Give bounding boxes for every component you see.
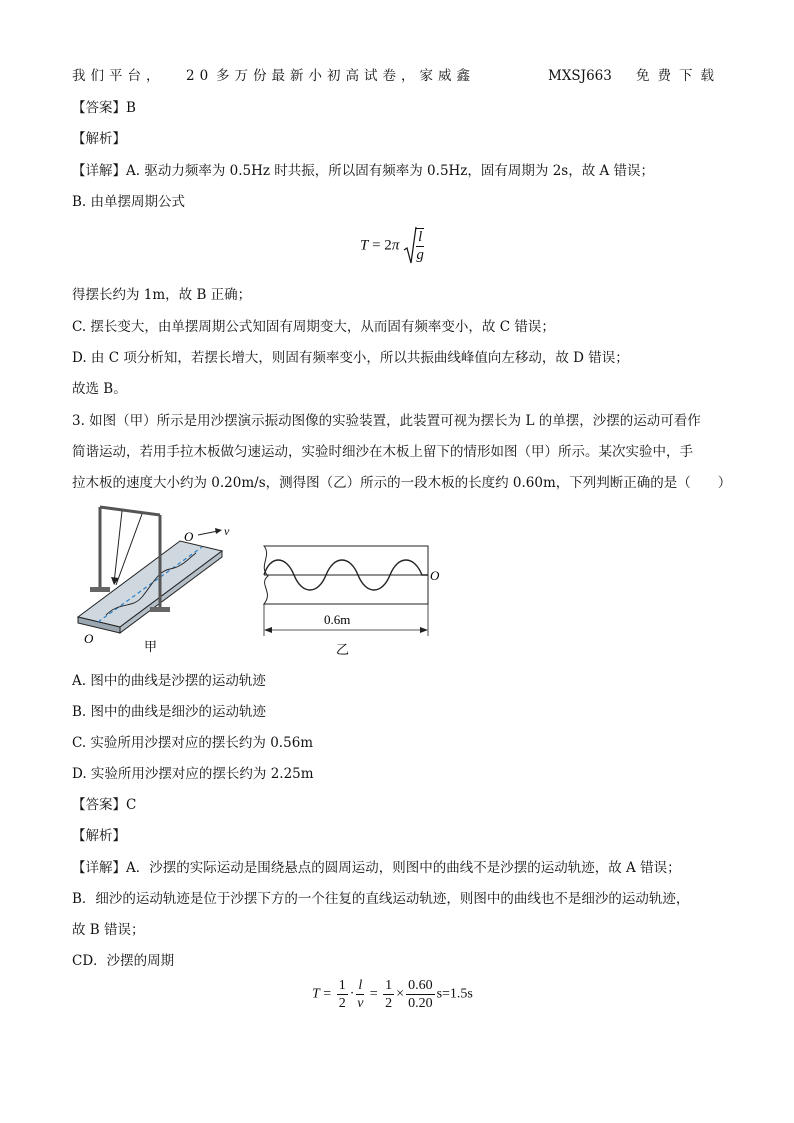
f2-den: v <box>357 996 364 1011</box>
yi-length-label: 0.6m <box>324 612 351 627</box>
frac-l-over-v <box>356 977 364 1012</box>
jia-label-o2: O <box>84 631 94 646</box>
jia-label-o: O <box>184 529 194 544</box>
formula-eq: = 2 <box>368 237 392 254</box>
q3-stem-line-1: 3. 如图（甲）所示是用沙摆演示振动图像的实验装置，此装置可视为摆长为 L 的单摆，沙摆的运动可看作 <box>72 413 701 429</box>
jia-label-v: v <box>224 524 230 538</box>
f1-num: 1 <box>338 978 346 993</box>
f1-den: 2 <box>338 996 346 1011</box>
q2-conclusion: 故选 B。 <box>72 381 127 397</box>
jia-caption: 甲 <box>144 639 158 654</box>
header-text-3: 多万份最新小初高试卷，家威鑫 <box>216 68 475 84</box>
header-text-2: 20 <box>186 68 214 84</box>
f-tail: s=1.5s <box>436 986 473 1002</box>
option-a: A. 图中的曲线是沙摆的运动轨迹 <box>72 673 266 689</box>
f-eq: = <box>319 986 335 1002</box>
figure-yi-trace <box>250 540 450 658</box>
figure-jia-apparatus <box>72 505 252 655</box>
sqrt-sign <box>403 226 417 266</box>
option-b: B. 图中的曲线是细沙的运动轨迹 <box>72 704 267 720</box>
q3-detail-b-1: B．细沙的运动轨迹是位于沙摆下方的一个往复的直线运动轨迹，则图中的曲线也不是细沙的运动轨迹， <box>72 891 690 907</box>
f3-den: 2 <box>385 996 393 1011</box>
header-text-4: MXSJ663 <box>548 68 612 84</box>
header-text-1: 我们平台， <box>72 68 165 84</box>
formula-lhs: T <box>360 237 369 254</box>
f-dot: · <box>349 986 355 1002</box>
f-eq2: = <box>366 986 382 1002</box>
header-text-5: 免费下载 <box>636 68 722 84</box>
formula-pi: π <box>391 237 400 254</box>
q3-stem-line-2: 简谐运动，若用手拉木板做匀速运动，实验时细沙在木板上留下的情形如图（甲）所示。某次实验中，手 <box>72 444 693 460</box>
q3-stem-line-3: 拉木板的速度大小约为 0.20m/s，测得图（乙）所示的一段木板的长度约 0.60m，下列判断正确的是（ ） <box>72 475 732 491</box>
q2-b-result: 得摆长约为 1m，故 B 正确； <box>72 287 252 303</box>
frac-half-1 <box>337 977 348 1012</box>
option-d: D. 实验所用沙摆对应的摆长约为 2.25m <box>72 766 314 782</box>
f4-den: 0.20 <box>408 996 433 1011</box>
f4-num: 0.60 <box>408 978 433 993</box>
q2-answer: 【答案】B <box>72 100 136 116</box>
q2-analysis-heading: 【解析】 <box>72 131 126 147</box>
formula-den: g <box>416 247 424 263</box>
option-c: C. 实验所用沙摆对应的摆长约为 0.56m <box>72 735 314 751</box>
yi-label-o: O <box>430 568 440 583</box>
f-lhs: T <box>312 986 320 1002</box>
f3-num: 1 <box>385 978 393 993</box>
f-times: × <box>396 986 405 1002</box>
q2-detail-a: 【详解】A. 驱动力频率为 0.5Hz 时共振，所以固有频率为 0.5Hz，固有周期为 2s，故 A 错误； <box>72 163 655 179</box>
sand-pendulum-period-formula <box>312 977 473 1012</box>
yi-caption: 乙 <box>336 642 350 657</box>
frac-half-2 <box>383 977 394 1012</box>
q3-detail-a: 【详解】A．沙摆的实际运动是围绕悬点的圆周运动，则图中的曲线不是沙摆的运动轨迹，故 A 错误； <box>72 860 681 876</box>
q2-b-intro: B. 由单摆周期公式 <box>72 194 186 210</box>
pendulum-period-formula <box>360 226 426 266</box>
q3-answer: 【答案】C <box>72 797 137 813</box>
q3-analysis-heading: 【解析】 <box>72 828 126 844</box>
frac-values <box>406 977 435 1012</box>
q3-detail-b-2: 故 B 错误； <box>72 922 145 938</box>
q2-d-line: D. 由 C 项分析知，若摆长增大，则固有频率变小，所以共振曲线峰值向左移动，故 D 错误； <box>72 350 629 366</box>
sqrt-fraction <box>416 228 424 264</box>
q3-cd-intro: CD．沙摆的周期 <box>72 953 175 969</box>
q2-c-line: C. 摆长变大，由单摆周期公式知固有周期变大，从而固有频率变小，故 C 错误； <box>72 319 555 335</box>
formula-num: l <box>418 229 423 245</box>
f2-num: l <box>358 978 363 993</box>
